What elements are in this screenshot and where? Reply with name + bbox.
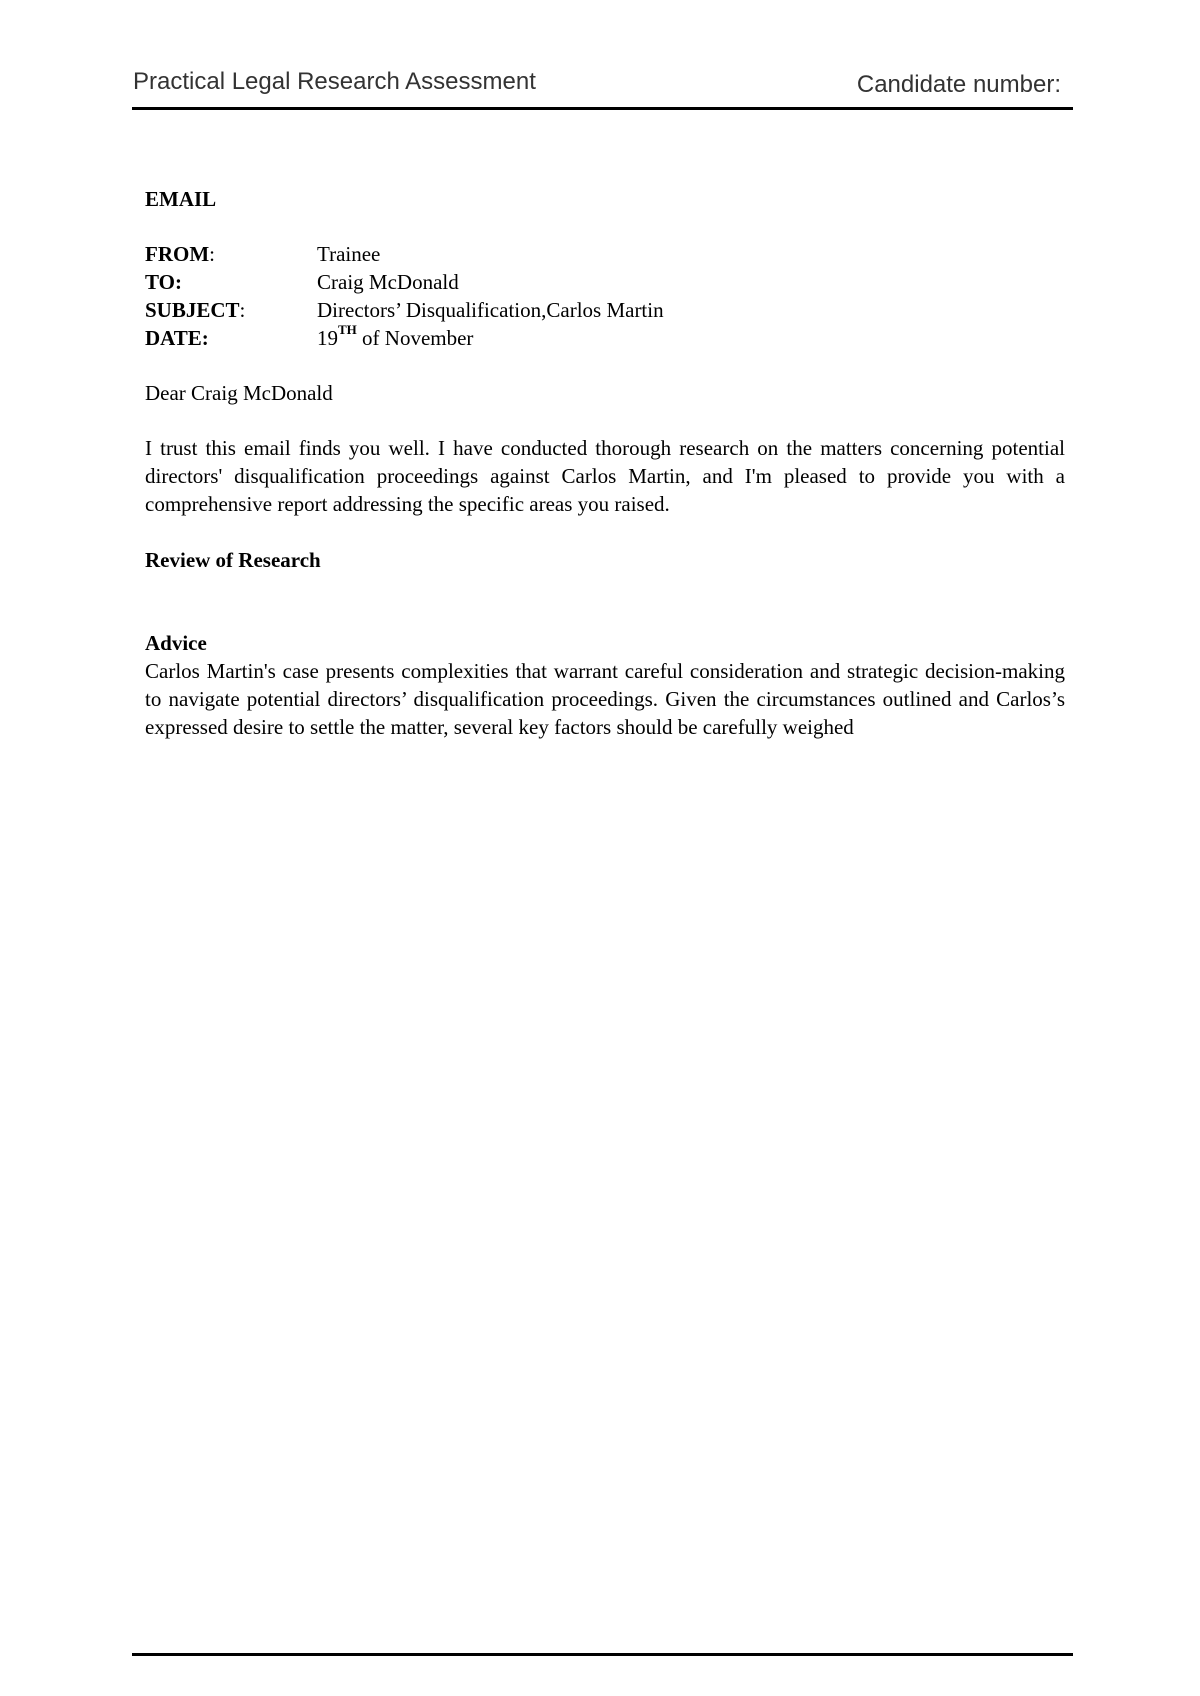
subject-label: SUBJECT: bbox=[145, 298, 246, 322]
header-divider bbox=[132, 107, 1073, 110]
from-label: FROM: bbox=[145, 242, 215, 266]
advice-paragraph: Carlos Martin's case presents complexities that warrant careful consideration and strategic decision-making to navigate potential directors’ disqualification proceedings. Given the circumstances outlined and Carlos’s expressed desire to settle the matter, several key factors should be carefully weighed bbox=[145, 659, 1065, 739]
header-title: Practical Legal Research Assessment bbox=[133, 68, 536, 95]
intro-paragraph: I trust this email finds you well. I have conducted thorough research on the matters concerning potential directors' disqualification proceedings against Carlos Martin, and I'm pleased to provide you with a comprehensive report addressing the specific areas you raised. bbox=[145, 436, 1065, 516]
from-row bbox=[145, 240, 1065, 268]
subject-row bbox=[145, 296, 1065, 324]
footer-divider bbox=[132, 1653, 1073, 1656]
subject-value: Directors’ Disqualification,Carlos Martin bbox=[317, 298, 664, 322]
salutation: Dear Craig McDonald bbox=[145, 381, 333, 405]
candidate-number-label: Candidate number: bbox=[856, 71, 1061, 98]
date-label: DATE: bbox=[145, 326, 209, 350]
advice-heading: Advice bbox=[145, 631, 207, 655]
date-value: 19TH of November bbox=[317, 322, 474, 350]
email-label: EMAIL bbox=[145, 187, 217, 211]
from-value: Trainee bbox=[317, 242, 381, 266]
date-row bbox=[145, 324, 1065, 352]
to-label: TO: bbox=[145, 270, 182, 294]
email-body bbox=[145, 185, 1065, 741]
to-row bbox=[145, 268, 1065, 296]
to-value: Craig McDonald bbox=[317, 270, 459, 294]
review-heading: Review of Research bbox=[145, 548, 321, 572]
page-header bbox=[133, 68, 1073, 108]
